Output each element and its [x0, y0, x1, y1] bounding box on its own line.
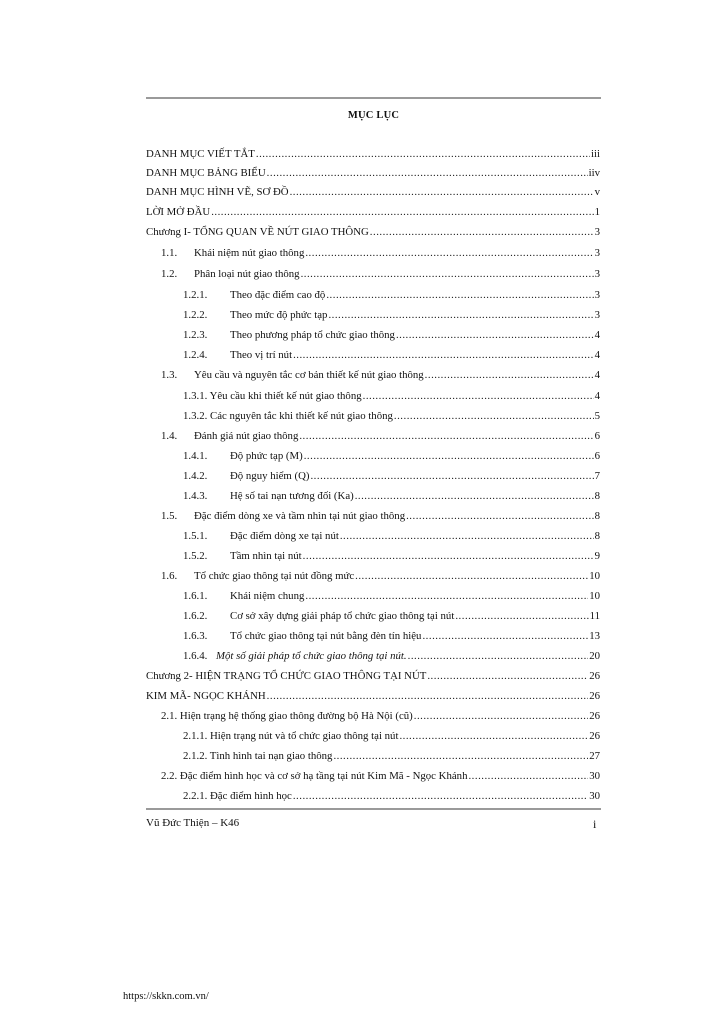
- toc-entry-page: 13: [589, 630, 600, 642]
- toc-entry-text: Đặc điểm dòng xe tại nút: [230, 530, 339, 542]
- toc-entry[interactable]: [146, 226, 600, 244]
- toc-entry-page: 4: [594, 390, 600, 402]
- toc-entry-number: 1.6.3.: [183, 630, 208, 642]
- toc-entry[interactable]: [161, 570, 600, 588]
- toc-entry[interactable]: [183, 590, 600, 608]
- toc-entry[interactable]: [183, 490, 600, 508]
- toc-entry-text: 2.1. Hiện trạng hệ thống giao thông đường bộ Hà Nội (cũ): [161, 710, 413, 722]
- toc-entry[interactable]: [183, 329, 600, 347]
- toc-entry-number: 1.5.1.: [183, 530, 208, 542]
- toc-entry-number: 1.4.2.: [183, 470, 208, 482]
- toc-entry-page: 27: [589, 750, 600, 762]
- toc-entry-page: 8: [594, 490, 600, 502]
- toc-entry-page: iii: [591, 148, 600, 160]
- toc-entry-page: 6: [594, 450, 600, 462]
- footer-author: Vũ Đức Thiện – K46: [146, 817, 240, 829]
- toc-entry-page: 10: [589, 570, 600, 582]
- toc-entry-text: Theo đặc điểm cao độ: [230, 289, 326, 301]
- toc-entry-number: 1.5.2.: [183, 550, 208, 562]
- toc-entry-text: Một số giải pháp tổ chức giao thông tại nút.: [216, 650, 407, 662]
- toc-entry-text: 1.3.2. Các nguyên tắc khi thiết kế nút giao thông: [183, 410, 393, 422]
- toc-entry-text: 2.2. Đặc điểm hình học và cơ sở hạ tầng tại nút Kim Mã - Ngọc Khánh: [161, 770, 468, 782]
- toc-entry-text: DANH MỤC BẢNG BIỂU: [146, 167, 266, 179]
- toc-entry-text: 1.3.1. Yêu cầu khi thiết kế nút giao thông: [183, 390, 362, 402]
- toc-entry-number: 1.6.4.: [183, 650, 208, 662]
- toc-entry[interactable]: [161, 369, 600, 387]
- toc-entry[interactable]: [146, 186, 600, 204]
- toc-entry-text: Đặc điểm dòng xe và tầm nhìn tại nút giao thông: [194, 510, 406, 522]
- toc-entry-page: 3: [594, 247, 600, 259]
- toc-entry-text: Theo mức độ phức tạp: [230, 309, 328, 321]
- footer-rule: [146, 808, 601, 810]
- toc-entry[interactable]: [183, 450, 600, 468]
- toc-entry-page: 9: [594, 550, 600, 562]
- toc-entry[interactable]: [183, 550, 600, 568]
- toc-entry-page: iiv: [588, 167, 600, 179]
- toc-entry-text: Chương 2- HIỆN TRẠNG TỔ CHỨC GIAO THÔNG TẠI NÚT: [146, 670, 427, 682]
- toc-entry[interactable]: [161, 247, 600, 265]
- toc-entry[interactable]: [183, 309, 600, 327]
- toc-entry-page: 1: [594, 206, 600, 218]
- toc-entry-number: 1.2.2.: [183, 309, 208, 321]
- toc-entry-page: 7: [594, 470, 600, 482]
- toc-entry-number: 1.2.1.: [183, 289, 208, 301]
- toc-entry-text: 2.1.2. Tình hình tai nạn giao thông: [183, 750, 333, 762]
- toc-entry[interactable]: [183, 790, 600, 808]
- toc-entry-page: 6: [594, 430, 600, 442]
- toc-entry-page: 3: [594, 268, 600, 280]
- toc-entry-text: 2.1.1. Hiện trạng nút và tổ chức giao thông tại nút: [183, 730, 399, 742]
- toc-entry-text: Theo phương pháp tổ chức giao thông: [230, 329, 395, 341]
- toc-entry-text: Tầm nhìn tại nút: [230, 550, 302, 562]
- toc-entry-page: 26: [589, 670, 600, 682]
- toc-entry-page: 20: [589, 650, 600, 662]
- toc-entry-text: KIM MÃ- NGỌC KHÁNH: [146, 690, 266, 702]
- toc-entry-page: 26: [589, 730, 600, 742]
- toc-entry-page: 5: [594, 410, 600, 422]
- toc-entry[interactable]: [161, 430, 600, 448]
- toc-entry-number: 1.2.3.: [183, 329, 208, 341]
- toc-entry-page: 26: [589, 710, 600, 722]
- header-rule: [146, 97, 601, 99]
- toc-entry-number: 1.2.: [161, 268, 178, 280]
- toc-entry-text: Độ phức tạp (M): [230, 450, 303, 462]
- toc-entry-number: 1.4.1.: [183, 450, 208, 462]
- toc-entry-text: Hệ số tai nạn tương đối (Ka): [230, 490, 354, 502]
- toc-entry-text: Đánh giá nút giao thông: [194, 430, 299, 442]
- toc-entry-text: Chương I- TỔNG QUAN VỀ NÚT GIAO THÔNG: [146, 226, 369, 238]
- toc-entry-page: 10: [589, 590, 600, 602]
- toc-entry-text: Theo vị trí nút: [230, 349, 293, 361]
- toc-entry-page: v: [594, 186, 600, 198]
- toc-entry-page: 26: [589, 690, 600, 702]
- toc-entry-page: 4: [594, 369, 600, 381]
- toc-entry-page: 3: [594, 289, 600, 301]
- toc-entry[interactable]: [183, 530, 600, 548]
- toc-entry-number: 1.6.: [161, 570, 178, 582]
- toc-entry[interactable]: [183, 390, 600, 408]
- toc-entry[interactable]: [161, 770, 600, 788]
- toc-entry-page: 11: [589, 610, 600, 622]
- toc-entry[interactable]: [146, 670, 600, 688]
- toc-title: MỤC LỤC: [347, 110, 400, 121]
- toc-entry[interactable]: [183, 610, 600, 628]
- toc-entry-number: 1.1.: [161, 247, 178, 259]
- toc-entry[interactable]: [183, 410, 600, 428]
- toc-entry-text: Khái niệm nút giao thông: [194, 247, 305, 259]
- toc-entry-text: Độ nguy hiểm (Q): [230, 470, 310, 482]
- toc-entry-number: 1.4.3.: [183, 490, 208, 502]
- toc-entry-text: 2.2.1. Đặc điểm hình học: [183, 790, 292, 802]
- toc-entry[interactable]: [146, 167, 600, 185]
- toc-entry-number: 1.6.2.: [183, 610, 208, 622]
- toc-entry-number: 1.2.4.: [183, 349, 208, 361]
- toc-entry[interactable]: [183, 289, 600, 307]
- toc-entry[interactable]: [161, 510, 600, 528]
- toc-entry[interactable]: [146, 690, 600, 708]
- footer-page-number: i: [593, 817, 597, 831]
- toc-entry-page: 30: [589, 790, 600, 802]
- toc-entry[interactable]: [161, 268, 600, 286]
- toc-entry[interactable]: [183, 730, 600, 748]
- toc-entry[interactable]: [183, 630, 600, 648]
- toc-entry-text: Tổ chức giao thông tại nút bằng đèn tín hiệu: [230, 630, 422, 642]
- toc-entry[interactable]: [183, 470, 600, 488]
- toc-entry-text: DANH MỤC VIẾT TẮT: [146, 148, 255, 160]
- toc-entry[interactable]: [183, 650, 600, 668]
- toc-entry-text: Phân loại nút giao thông: [194, 268, 300, 280]
- toc-entry[interactable]: [183, 349, 600, 367]
- toc-entry-page: 8: [594, 510, 600, 522]
- toc-entry-page: 30: [589, 770, 600, 782]
- toc-entry[interactable]: [146, 148, 600, 166]
- source-url-link[interactable]: https://skkn.com.vn/: [123, 991, 209, 1002]
- toc-entry-text: Cơ sở xây dựng giải pháp tổ chức giao thông tại nút: [230, 610, 455, 622]
- toc-entry-number: 1.3.: [161, 369, 178, 381]
- toc-entry-page: 4: [594, 329, 600, 341]
- toc-entry-page: 3: [594, 226, 600, 238]
- toc-entry-number: 1.6.1.: [183, 590, 208, 602]
- toc-entry-page: 8: [594, 530, 600, 542]
- toc-entry-page: 3: [594, 309, 600, 321]
- toc-entry-number: 1.5.: [161, 510, 178, 522]
- toc-entry[interactable]: [146, 206, 600, 224]
- toc-entry-text: Tổ chức giao thông tại nút đồng mức: [194, 570, 355, 582]
- toc-entry-text: DANH MỤC HÌNH VẼ, SƠ ĐỒ: [146, 186, 289, 198]
- toc-entry-text: LỜI MỞ ĐẦU: [146, 206, 211, 218]
- toc-entry-number: 1.4.: [161, 430, 178, 442]
- toc-entry-page: 4: [594, 349, 600, 361]
- toc-entry-text: Yêu cầu và nguyên tắc cơ bản thiết kế nút giao thông: [194, 369, 424, 381]
- toc-entry-text: Khái niệm chung: [230, 590, 305, 602]
- toc-entry[interactable]: [161, 710, 600, 728]
- toc-entry[interactable]: [183, 750, 600, 768]
